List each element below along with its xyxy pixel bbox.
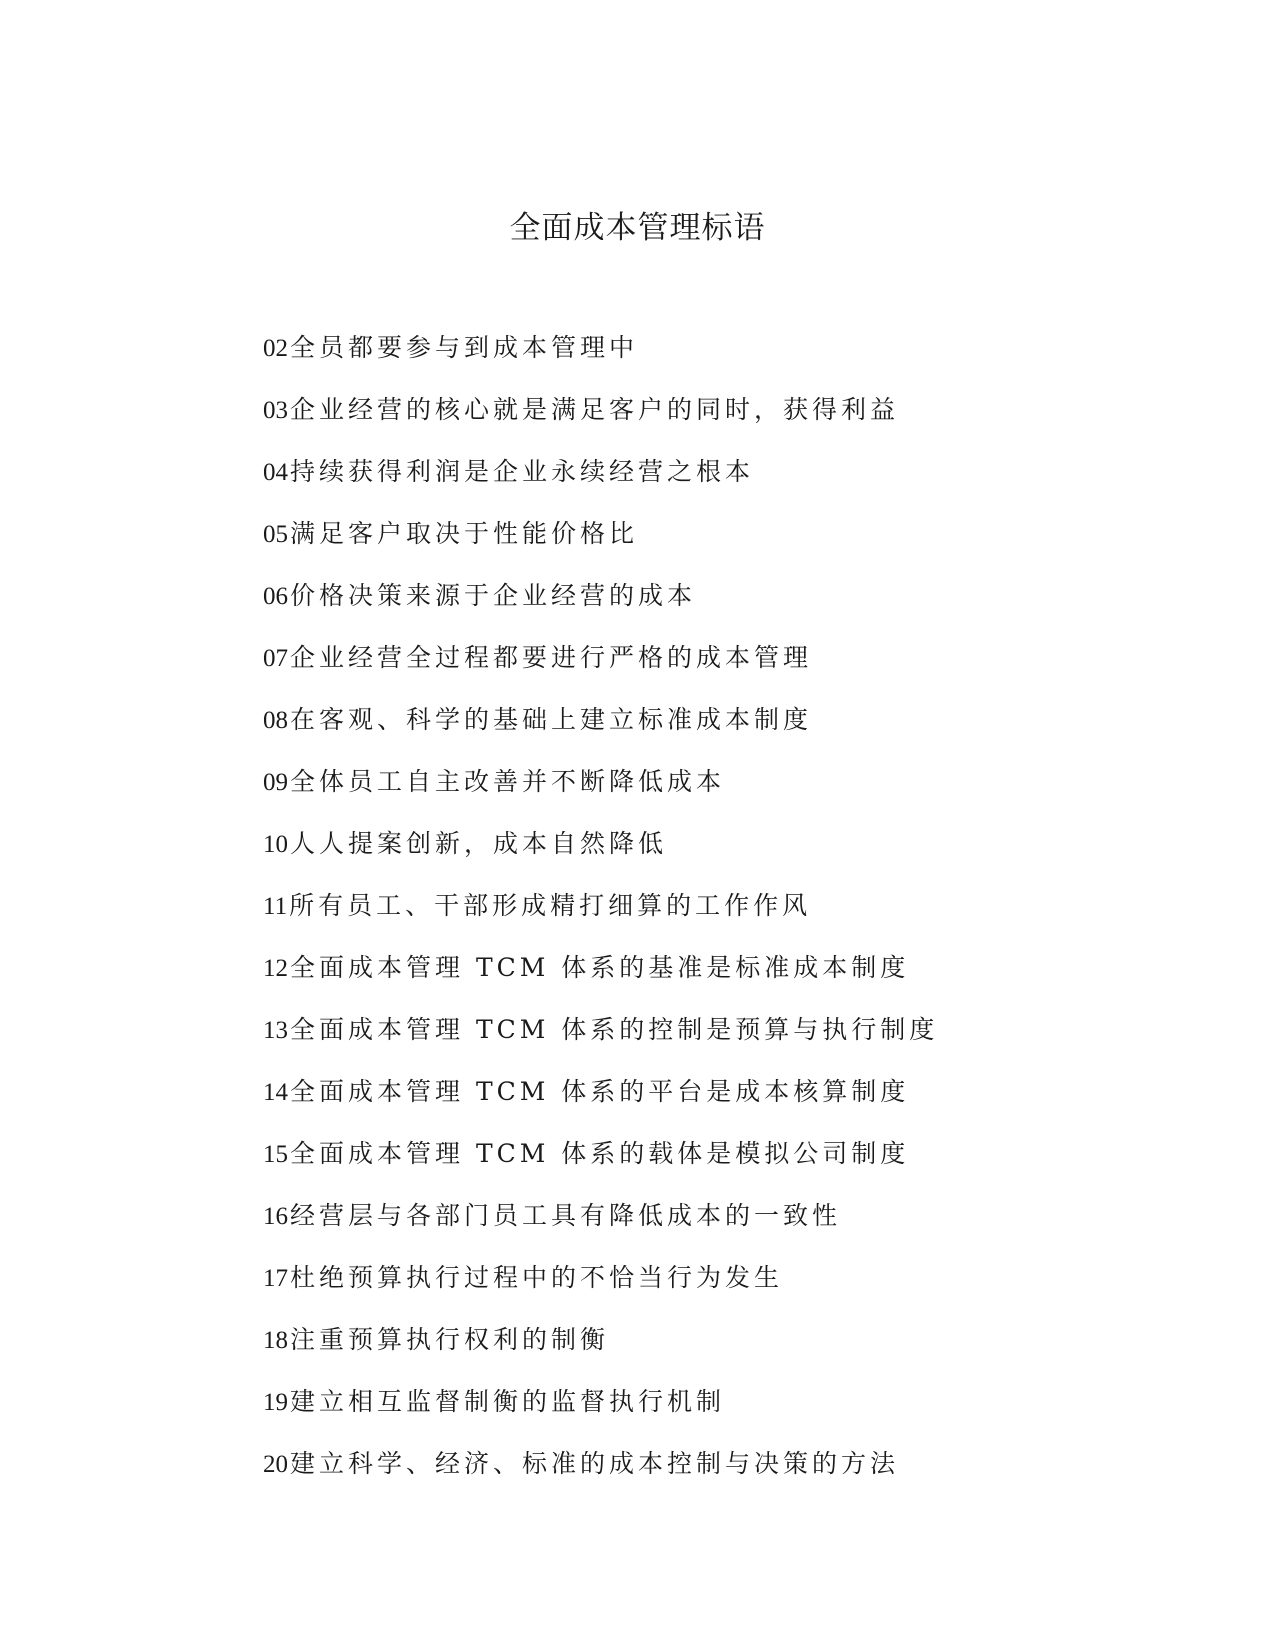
item-number: 05 (263, 521, 288, 548)
list-item (263, 1444, 938, 1506)
list-item (263, 452, 938, 514)
list-item (263, 328, 938, 390)
item-text: 全体员工自主改善并不断降低成本 (290, 767, 726, 796)
list-item (263, 576, 938, 638)
item-text: 企业经营的核心就是满足客户的同时，获得利益 (290, 395, 900, 424)
item-number: 04 (263, 459, 288, 486)
item-number: 08 (263, 707, 288, 734)
list-item (263, 700, 938, 762)
list-item (263, 824, 938, 886)
list-item (263, 1134, 938, 1196)
item-text: 经营层与各部门员工具有降低成本的一致性 (290, 1201, 842, 1230)
slogan-list (263, 328, 938, 1506)
item-text: 价格决策来源于企业经营的成本 (290, 581, 697, 610)
item-text: 企业经营全过程都要进行严格的成本管理 (290, 643, 813, 672)
item-number: 16 (263, 1203, 288, 1230)
item-text: 全面成本管理 TCM 体系的控制是预算与执行制度 (290, 1015, 939, 1044)
list-item (263, 1196, 938, 1258)
item-number: 15 (263, 1141, 288, 1168)
item-number: 11 (263, 893, 288, 920)
item-number: 06 (263, 583, 288, 610)
item-text: 持续获得利润是企业永续经营之根本 (290, 457, 755, 486)
list-item (263, 762, 938, 824)
item-number: 13 (263, 1017, 288, 1044)
item-number: 20 (263, 1451, 288, 1478)
item-number: 19 (263, 1389, 288, 1416)
item-text: 全面成本管理 TCM 体系的基准是标准成本制度 (290, 953, 910, 982)
item-number: 02 (263, 335, 288, 362)
item-text: 人人提案创新，成本自然降低 (290, 829, 668, 858)
list-item (263, 1258, 938, 1320)
list-item (263, 1320, 938, 1382)
list-item (263, 390, 938, 452)
item-number: 10 (263, 831, 288, 858)
item-text: 全面成本管理 TCM 体系的平台是成本核算制度 (290, 1077, 910, 1106)
list-item (263, 886, 938, 948)
list-item (263, 948, 938, 1010)
list-item (263, 1072, 938, 1134)
item-number: 18 (263, 1327, 288, 1354)
list-item (263, 514, 938, 576)
item-number: 17 (263, 1265, 288, 1292)
item-text: 建立科学、经济、标准的成本控制与决策的方法 (290, 1449, 900, 1478)
item-number: 03 (263, 397, 288, 424)
item-number: 09 (263, 769, 288, 796)
item-text: 所有员工、干部形成精打细算的工作作风 (289, 891, 812, 920)
item-text: 全面成本管理 TCM 体系的载体是模拟公司制度 (290, 1139, 910, 1168)
item-text: 全员都要参与到成本管理中 (290, 333, 639, 362)
item-text: 满足客户取决于性能价格比 (290, 519, 639, 548)
item-number: 12 (263, 955, 288, 982)
list-item (263, 638, 938, 700)
document-title: 全面成本管理标语 (509, 210, 766, 246)
list-item (263, 1382, 938, 1444)
item-text: 在客观、科学的基础上建立标准成本制度 (290, 705, 813, 734)
item-text: 杜绝预算执行过程中的不恰当行为发生 (290, 1263, 784, 1292)
item-number: 14 (263, 1079, 288, 1106)
item-number: 07 (263, 645, 288, 672)
item-text: 注重预算执行权利的制衡 (290, 1325, 610, 1354)
list-item (263, 1010, 938, 1072)
item-text: 建立相互监督制衡的监督执行机制 (290, 1387, 726, 1416)
